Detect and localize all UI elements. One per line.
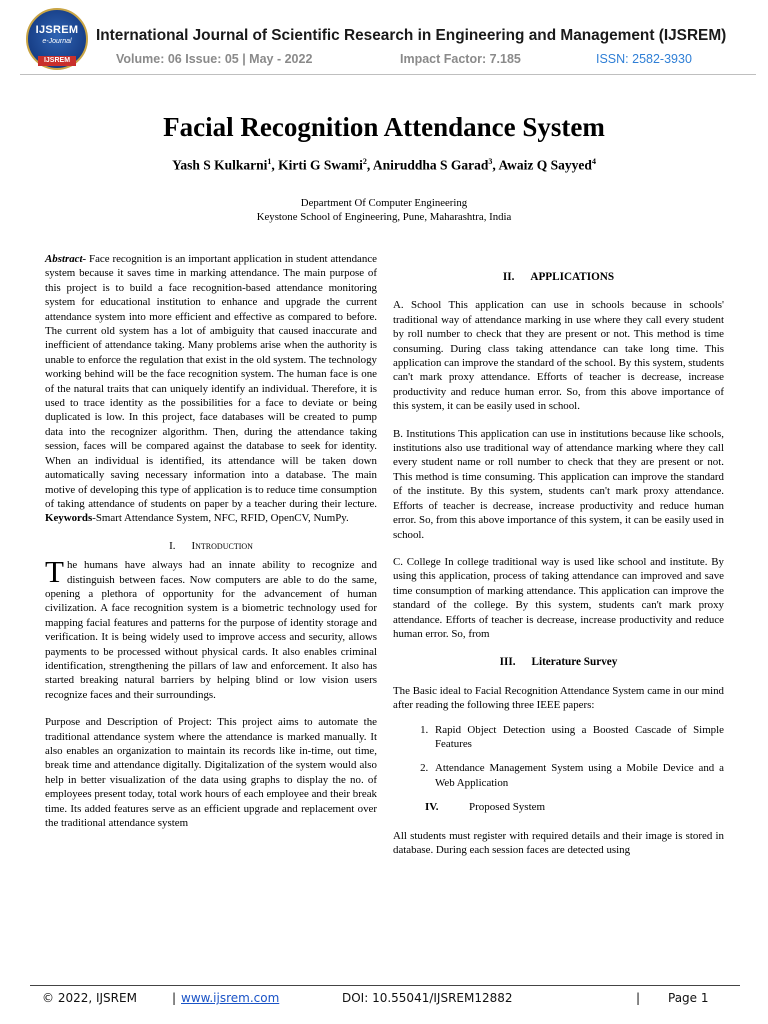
author-affil-mark: 4 <box>591 157 596 166</box>
affiliation <box>0 196 768 224</box>
paper-title: Facial Recognition Attendance System <box>163 112 605 142</box>
author-name: Kirti G Swami <box>278 157 363 173</box>
logo-text: IJSREM <box>35 24 79 36</box>
section-heading-introduction <box>45 539 377 553</box>
footer-website-link[interactable]: www.ijsrem.com <box>181 991 280 1005</box>
header-divider <box>20 74 756 75</box>
keywords-text: -Smart Attendance System, NFC, RFID, OpenCV, NumPy. <box>92 512 349 525</box>
introduction-text: he humans have always had an innate ability to recognize and distinguish between faces. Now computers are able to do the same, opening a plethora of opportunity for the advancement of human civilization. A face recognition system is a biometric technology used for mapping facial features and patterns for the purpose of identity storage and verification. It is being widely used to improve access and security, allows payments to be processed without physical cards. It also enables criminal identification, strengthening the pillars of law and enforcement. It also has started breaking natural barriers by helping blind or low vision users recognize faces and their surroundings. <box>45 559 377 701</box>
application-college: C. College In college traditional way is used like school and institute. By using this application, process of taking attendance can improved and save time consumption of marking attendance. This application can improve the standard of the college. By this system, students can't mark proxy attendance. Efforts of teacher is decrease, increase productivity and reduce human error. So, from <box>393 555 724 640</box>
journal-logo <box>26 8 88 70</box>
drop-cap: T <box>45 554 64 590</box>
volume-issue: Volume: 06 Issue: 05 | May - 2022 <box>116 52 313 66</box>
journal-title: International Journal of Scientific Research in Engineering and Management (IJSREM) <box>96 27 727 44</box>
logo-subtext: e-Journal <box>42 38 72 45</box>
author-name: Yash S Kulkarni <box>172 157 268 173</box>
section-number: III. <box>499 656 516 669</box>
footer-separator: | <box>172 991 177 1005</box>
footer-copyright: © 2022, IJSREM <box>42 991 137 1005</box>
left-column <box>45 252 377 830</box>
institution: Keystone School of Engineering, Pune, Maharashtra, India <box>256 211 512 223</box>
section-number: IV. <box>425 801 439 814</box>
reference-list <box>393 723 724 791</box>
section-title: Introduction <box>191 539 253 552</box>
list-item: 2. Attendance Management System using a Mobile Device and a Web Application <box>431 761 724 790</box>
abstract-label: Abstract- <box>45 253 87 265</box>
section-number: I. <box>169 539 176 552</box>
author-name: Awaiz Q Sayyed <box>498 157 592 173</box>
introduction-paragraph <box>45 554 377 702</box>
footer-doi: DOI: 10.55041/IJSREM12882 <box>342 991 513 1005</box>
section-title: Proposed System <box>469 801 546 814</box>
logo-ribbon: IJSREM <box>38 56 76 66</box>
department: Department Of Computer Engineering <box>300 197 468 209</box>
author-affil-mark: 3 <box>488 157 493 166</box>
page-number: Page 1 <box>668 991 709 1005</box>
application-institutions: B. Institutions This application can use in institutions because like schools, institutions also use traditional way of attendance marking where they call every student name or roll number to check that they are present or not. This method is time consuming. This application can improve the standard of the institute. By this system, students can't mark proxy attendance. Efforts of teacher is decrease, increase productivity and reduce human error. So, from this above importance of this system, it can be easily used in school. <box>393 427 724 541</box>
footer-divider <box>30 985 740 986</box>
application-school: A. School This application can use in schools because in schools' traditional way of attendance marking in use where they call every student by roll number to check that they are present or not. This method is time consuming. During class taking attendance can take long time. This application can improve the standard of the school. By this system, students can't mark proxy attendance. Efforts of teacher is decrease, increase productivity and reduce human error. So, from this above importance of this system, it can be easily used in school. <box>393 299 724 413</box>
author-name: Aniruddha S Garad <box>372 157 489 173</box>
issn: ISSN: 2582-3930 <box>596 52 692 66</box>
keywords-label: Keywords <box>45 512 93 525</box>
literature-intro: The Basic ideal to Facial Recognition Attendance System came in our mind after reading the following three IEEE papers: <box>393 684 724 712</box>
proposed-text: All students must register with required details and their image is stored in database. During each session faces are detected using <box>393 829 724 856</box>
footer-separator: | <box>636 991 641 1005</box>
author-affil-mark: 2 <box>362 157 367 166</box>
section-heading-applications <box>393 270 724 284</box>
section-title: Literature Survey <box>531 656 618 669</box>
abstract <box>45 252 377 526</box>
list-item: 1. Rapid Object Detection using a Boosted Cascade of Simple Features <box>431 723 724 752</box>
section-number: II. <box>502 271 515 283</box>
abstract-text: Face recognition is an important application in student attendance system because it saves time in marking attendance. The main purpose of this project is to build a face recognition-based attendance monitoring system for educational institution to enhance and upgrade the current attendance system into more efficient and effective as compared to before. The current old system has a lot of ambiguity that caused inaccurate and inefficient of attendance taking. Many problems arise when the authority is unable to enforce the regulation that exist in the old system. The technology working behind will be the face recognition system. The human face is one of the natural traits that can uniquely identify an individual. Therefore, it is used to trace identity as the possibilities for a face to deviate or being duplicated is low. In this project, face databases will be created to pump data into the recognizer algorithm. Then, during the attendance taking session, faces will be compared against the database to seek for identity. When an individual is identified, its attendance will be taken down automatically saving necessary information into a database. The main motive of developing this type of application is to reduce time consumption of taking attendance of students on paper by a teacher during their lecture. <box>45 253 377 510</box>
purpose-paragraph: Purpose and Description of Project: This project aims to automate the traditional attendance system where the attendance is marked manually. It also enables an organization to maintain its records like in-time, out time, break time and attendance digitally. Digitalization of the system would also help in better visualization of the data using graphs to display the no. of employees present today, total work hours of each employee and their break time. Its added features serve as an efficient upgrade and replacement over the traditional attendance system <box>45 716 377 830</box>
journal-header <box>0 0 768 80</box>
author-list: Yash S Kulkarni$^1$, Kirti G Swami$^2$, Aniruddha S Garad$^3$, Awaiz Q Sayyed$^4$ <box>172 157 596 173</box>
impact-factor: Impact Factor: 7.185 <box>400 52 521 66</box>
section-heading-literature <box>393 655 724 669</box>
section-heading-proposed <box>393 800 724 814</box>
right-column <box>393 270 724 857</box>
author-affil-mark: 1 <box>267 157 272 166</box>
section-title: APPLICATIONS <box>530 271 615 283</box>
